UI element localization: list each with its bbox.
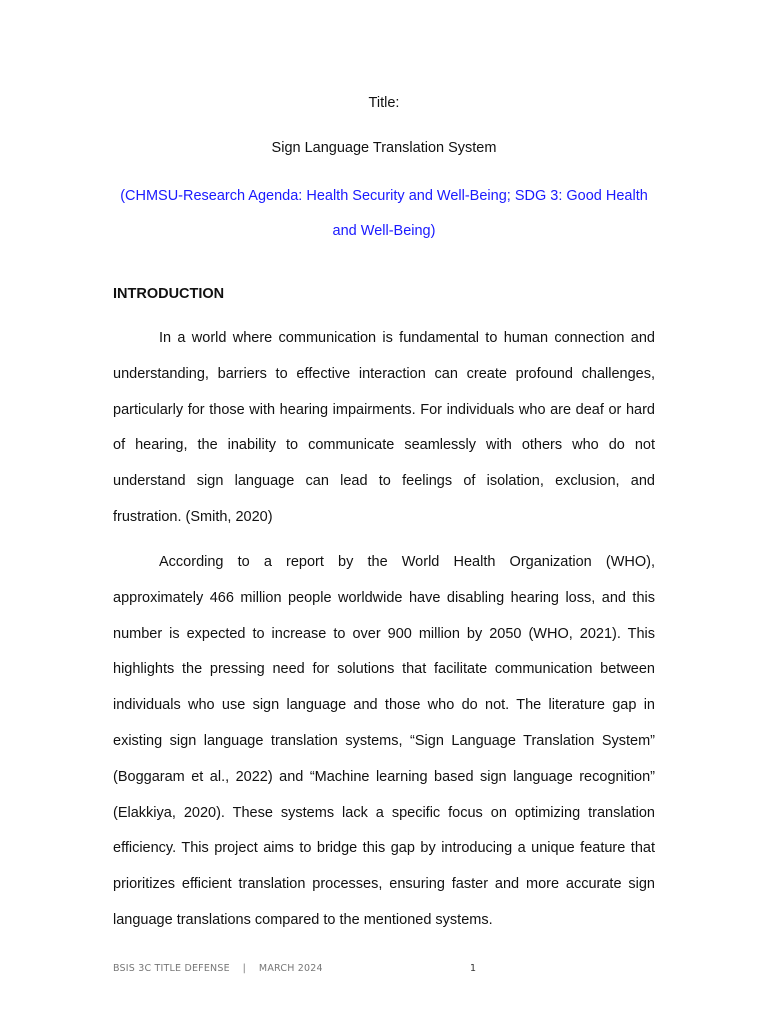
page-number: 1 bbox=[470, 963, 477, 974]
footer-label: BSIS 3C TITLE DEFENSE | MARCH 2024 bbox=[113, 963, 323, 974]
research-agenda: (CHMSU-Research Agenda: Health Security and Well-Being; SDG 3: Good Health and Well-Being) bbox=[120, 188, 648, 239]
paragraph-introduction-2: According to a report by the World Health Organization (WHO), approximately 466 million people worldwide have disabling hearing loss, and this number is expected to increase to over 900 million by 2050 (WHO, 2021). This highlights the pressing need for solutions that facilitate communication between individuals who use sign language and those who do not. The literature gap in existing sign language translation systems, “Sign Language Translation System” (Boggaram et al., 2022) and “Machine learning based sign language recognition” (Elakkiya, 2020). These systems lack a specific focus on optimizing translation efficiency. This project aims to bridge this gap by introducing a unique feature that prioritizes efficient translation processes, ensuring faster and more accurate sign language translations compared to the mentioned systems. bbox=[113, 554, 655, 928]
paragraph-introduction-1: In a world where communication is fundamental to human connection and understanding, barriers to effective interaction can create profound challenges, particularly for those with hearing impairments. For individuals who are deaf or hard of hearing, the inability to communicate seamlessly with others who do not understand sign language can lead to feelings of isolation, exclusion, and frustration. (Smith, 2020) bbox=[113, 330, 655, 525]
section-heading: INTRODUCTION bbox=[113, 286, 225, 302]
document-title: Sign Language Translation System bbox=[271, 140, 497, 156]
title-label: Title: bbox=[368, 95, 400, 111]
